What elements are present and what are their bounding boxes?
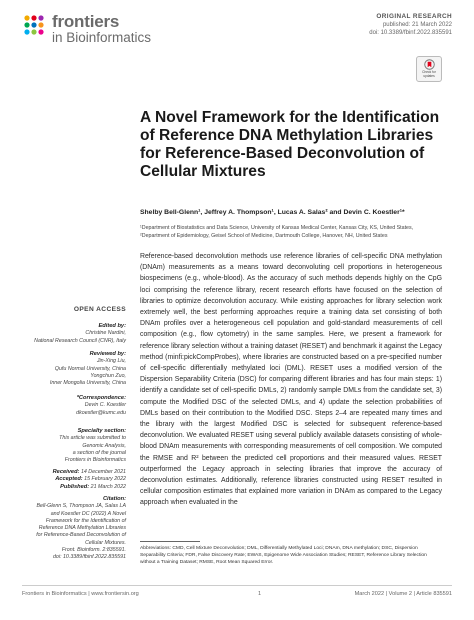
journal-logo-subtitle: in Bioinformatics (52, 30, 152, 45)
reviewed-by-section (22, 351, 126, 387)
citation-line: Front. Bioinform. 2:835591. (61, 547, 126, 554)
footer-volume-info: March 2022 | Volume 2 | Article 835591 (354, 591, 452, 597)
bookmark-icon (424, 59, 435, 70)
citation-section (22, 496, 126, 562)
citation-line: Framework for the Identification of (45, 517, 126, 524)
footer-journal-link[interactable]: Frontiers in Bioinformatics | www.frontiersin.org (22, 591, 139, 597)
editor-name: Christine Nardini, (85, 330, 126, 337)
doi-link[interactable]: doi: 10.3389/fbinf.2022.835591 (369, 30, 452, 36)
specialty-line: a section of the journal (72, 449, 126, 456)
affiliation-2: ²Department of Epidemiology, Geisel School of Medicine, Dartmouth College, Hanover, NH, United States (140, 233, 388, 239)
edited-by-section (22, 323, 126, 345)
published-date: 21 March 2022 (90, 483, 126, 490)
reviewer-1-name: Jin-Xing Liu, (96, 358, 126, 365)
reviewer-2-name: Yongchun Zuo, (90, 372, 126, 379)
author-list: Shelby Bell-Glenn¹, Jeffrey A. Thompson¹, Lucas A. Salas² and Devin C. Koestler¹* (140, 209, 405, 216)
open-access-label: OPEN ACCESS (73, 306, 126, 313)
received-label: Received: (52, 469, 80, 475)
citation-line: for Reference-Based Deconvolution of (36, 532, 126, 539)
citation-doi-link[interactable]: doi: 10.3389/fbinf.2022.835591 (52, 554, 126, 561)
citation-line: and Koestler DC (2022) A Novel (50, 510, 126, 517)
footer-divider (22, 585, 452, 586)
check-for-updates-button[interactable] (416, 56, 442, 82)
frontiers-logo-icon (22, 13, 48, 39)
corresponding-author: Devin C. Koestler (84, 402, 126, 409)
citation-label: Citation: (102, 496, 126, 502)
specialty-section-label: Specialty section: (77, 428, 126, 434)
dates-section (22, 469, 126, 491)
abbreviations-footnote: Abbreviations: CMD, Cell Mixture Deconvolution; DML, Differentially Methylated Loci; DNAm, DNA methylation; DSC, Dispersion Separability Criteria; FDR, False Discovery Rate; EWAS, Epigenome Wide Association Studies; RESET, Reference Library Selection without a Training Dataset; RMSE, Root Mean Squared Error. (140, 546, 427, 565)
journal-logo-name: frontiers (52, 12, 120, 31)
accepted-date: 15 February 2022 (84, 476, 126, 483)
received-date: 14 December 2021 (80, 469, 126, 475)
reviewed-by-label: Reviewed by: (89, 351, 126, 357)
check-for-updates-label: Check for updates (422, 70, 436, 78)
citation-line: Bell-Glenn S, Thompson JA, Salas LA (36, 503, 126, 510)
correspondence-section (22, 395, 126, 417)
published-date-line: published: 21 March 2022 (382, 22, 452, 28)
accepted-label: Accepted: (55, 476, 83, 483)
page-number: 1 (258, 591, 262, 597)
abstract-text: Reference-based deconvolution methods use reference libraries of cell-specific DNA methylation (DNAm) measurements as a means toward deconvoluting cell proportions in heterogeneous biospecimens (e.g., whole-blood). As the accuracy of such methods depends highly on the CpG loci comprising the reference library, recent research efforts have focused on the selection of libraries to optimize deconvolution accuracy. While existing approaches for library selection work extremely well, the best performing approaches require a training data set consisting of both DNAm profiles over a heterogeneous cell population and gold-standard measurements of cell composition (e.g., flow cytometry) in the same samples. Here, we present a framework for reference library selection without a training dataset (RESET) and benchmark it against the Legacy method (minfi:pickCompProbes), where libraries are constructed based on a pre-specified number of cell-specific differentially methylated loci (DML). RESET uses a modified version of the Dispersion Separability Criteria (DSC) for comparing different libraries and has four main steps: 1) identify a candidate set of cell-specific DMLs, 2) randomly sample DMLs from the candidate set, 3) compute the Modified DSC of the selected DMLs, and 4) update the selection probabilities of DMLs based on their contribution to the Modified DSC. Steps 2–4 are repeated many times and the library with the largest Modified DSC is selected for subsequent reference-based deconvolution. We evaluated RESET using several publicly available datasets consisting of whole-blood DNAm measurements with corresponding measurements of cell composition. We computed the RMSE and R² between the predicted cell proportions and their measured values. RESET outperformed the Legacy approach in selecting libraries that improve the accuracy of deconvolution estimates. Additionally, reference libraries constructed using RESET resulted in cellular composition estimates that explained more variation in DNAm as compared to the Legacy approach when evaluated in the (140, 253, 442, 507)
reviewer-2-affiliation: Inner Mongolia University, China (49, 380, 126, 387)
article-title: A Novel Framework for the Identification of Reference DNA Methylation Libraries for Reference-Based Deconvolution of Cellular Mixtures (140, 109, 440, 180)
edited-by-label: Edited by: (98, 323, 126, 329)
article-type-label: ORIGINAL RESEARCH (376, 13, 452, 20)
published-label: Published: (60, 483, 90, 490)
reviewer-1-affiliation: Qufu Normal University, China (54, 365, 126, 372)
editor-affiliation: National Research Council (CNR), Italy (34, 337, 126, 344)
citation-line: Cellular Mixtures. (85, 539, 126, 546)
citation-line: Reference DNA Methylation Libraries (38, 525, 126, 532)
specialty-line: This article was submitted to (59, 435, 126, 442)
specialty-line: Frontiers in Bioinformatics (64, 457, 126, 464)
specialty-section (22, 428, 126, 464)
correspondence-label: *Correspondence: (76, 395, 126, 401)
corresponding-email-link[interactable]: dkoestler@kumc.edu (76, 409, 126, 416)
specialty-line: Genomic Analysis, (82, 442, 126, 449)
footnote-divider (140, 541, 200, 542)
affiliation-1: ¹Department of Biostatistics and Data Science, University of Kansas Medical Center, Kansas City, KS, United States, (140, 225, 414, 231)
